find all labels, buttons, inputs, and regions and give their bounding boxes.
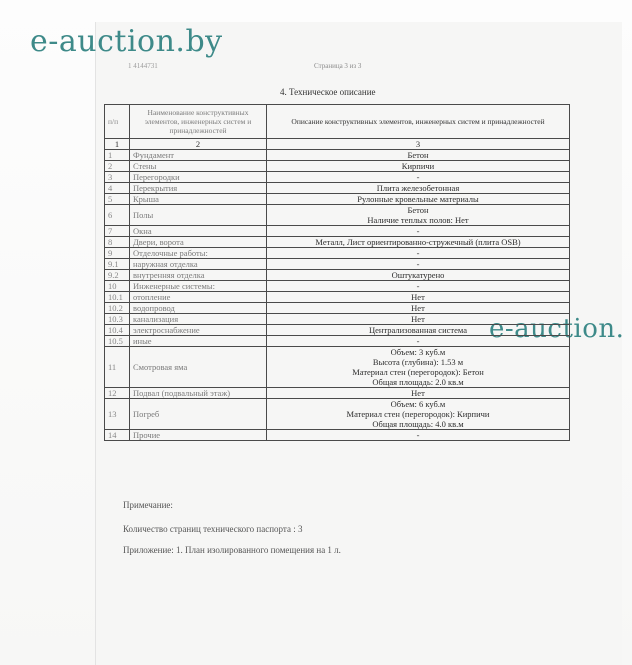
table-row — [105, 399, 570, 430]
row-element-name: иные — [130, 336, 267, 347]
row-element-name: электроснабжение — [130, 325, 267, 336]
table-row — [105, 388, 570, 399]
table-row — [105, 281, 570, 292]
row-number: 13 — [105, 399, 130, 430]
table-row — [105, 161, 570, 172]
header-element-name: Наименование конструктивных элементов, инженерных систем и принадлежностей — [130, 105, 267, 139]
row-element-name: Прочие — [130, 430, 267, 441]
section-title: 4. Техническое описание — [280, 87, 376, 97]
row-number: 10.5 — [105, 336, 130, 347]
table-row — [105, 226, 570, 237]
row-element-description: Нет — [267, 303, 570, 314]
table-row — [105, 303, 570, 314]
table-row — [105, 336, 570, 347]
row-number: 10 — [105, 281, 130, 292]
row-element-name: Окна — [130, 226, 267, 237]
row-element-description: - — [267, 259, 570, 270]
table-row — [105, 292, 570, 303]
row-element-description: Бетон — [267, 150, 570, 161]
row-element-name: Перегородки — [130, 172, 267, 183]
page-count-note: Количество страниц технического паспорта : 3 — [123, 524, 303, 534]
row-element-name: внутренняя отделка — [130, 270, 267, 281]
table-row — [105, 270, 570, 281]
watermark-right: e-auction. — [489, 314, 625, 344]
watermark-top: e-auction.by — [30, 24, 223, 59]
row-element-name: водопровод — [130, 303, 267, 314]
table-row — [105, 347, 570, 388]
index-cell: 3 — [267, 139, 570, 150]
table-row — [105, 237, 570, 248]
row-element-name: Смотровая яма — [130, 347, 267, 388]
table-row — [105, 150, 570, 161]
row-element-name: канализация — [130, 314, 267, 325]
table-row — [105, 205, 570, 226]
row-number: 12 — [105, 388, 130, 399]
attachment-note: Приложение: 1. План изолированного помещения на 1 л. — [123, 545, 341, 555]
row-element-name: Стены — [130, 161, 267, 172]
row-number: 3 — [105, 172, 130, 183]
row-number: 2 — [105, 161, 130, 172]
row-number: 7 — [105, 226, 130, 237]
row-element-description: - — [267, 172, 570, 183]
table-row — [105, 430, 570, 441]
remark-label: Примечание: — [123, 500, 173, 510]
table-row — [105, 248, 570, 259]
row-number: 5 — [105, 194, 130, 205]
row-element-description: Централизованная система — [267, 325, 570, 336]
table-row — [105, 314, 570, 325]
row-element-name: отопление — [130, 292, 267, 303]
row-element-description: - — [267, 248, 570, 259]
table-row — [105, 172, 570, 183]
row-element-description: Нет — [267, 292, 570, 303]
row-number: 9.1 — [105, 259, 130, 270]
row-element-description: Объем: 3 куб.м Высота (глубина): 1.53 м Материал стен (перегородок): Бетон Общая площадь: 2.0 кв.м — [267, 347, 570, 388]
row-element-description: - — [267, 226, 570, 237]
table-row — [105, 325, 570, 336]
row-number: 10.4 — [105, 325, 130, 336]
row-element-name: Перекрытия — [130, 183, 267, 194]
table-row — [105, 183, 570, 194]
row-number: 11 — [105, 347, 130, 388]
row-element-description: Металл, Лист ориентированно-стружечный (плита OSB) — [267, 237, 570, 248]
row-element-name: Инженерные системы: — [130, 281, 267, 292]
row-element-name: Крыша — [130, 194, 267, 205]
row-number: 6 — [105, 205, 130, 226]
table-row — [105, 259, 570, 270]
row-number: 10.1 — [105, 292, 130, 303]
row-number: 8 — [105, 237, 130, 248]
document-id: 1 4144731 — [128, 62, 158, 70]
row-element-description: Рулонные кровельные материалы — [267, 194, 570, 205]
row-element-name: Фундамент — [130, 150, 267, 161]
row-element-description: Нет — [267, 388, 570, 399]
row-element-description: - — [267, 430, 570, 441]
row-number: 4 — [105, 183, 130, 194]
row-number: 1 — [105, 150, 130, 161]
page-indicator: Страница 3 из 3 — [314, 62, 362, 70]
table-row — [105, 194, 570, 205]
table-index-row — [105, 139, 570, 150]
row-element-description: Оштукатурено — [267, 270, 570, 281]
row-element-description: - — [267, 336, 570, 347]
row-number: 10.3 — [105, 314, 130, 325]
row-number: 14 — [105, 430, 130, 441]
row-number: 9.2 — [105, 270, 130, 281]
header-element-description: Описание конструктивных элементов, инженерных систем и принадлежностей — [267, 105, 570, 139]
row-element-description: - — [267, 281, 570, 292]
row-element-description: Объем: 6 куб.м Материал стен (перегородок): Кирпичи Общая площадь: 4.0 кв.м — [267, 399, 570, 430]
index-cell: 1 — [105, 139, 130, 150]
row-number: 9 — [105, 248, 130, 259]
row-number: 10.2 — [105, 303, 130, 314]
technical-description-table — [104, 104, 570, 441]
row-element-name: Полы — [130, 205, 267, 226]
row-element-description: Плита железобетонная — [267, 183, 570, 194]
row-element-description: Кирпичи — [267, 161, 570, 172]
row-element-name: Отделочные работы: — [130, 248, 267, 259]
table-header-row — [105, 105, 570, 139]
row-element-name: наружная отделка — [130, 259, 267, 270]
index-cell: 2 — [130, 139, 267, 150]
row-element-name: Двери, ворота — [130, 237, 267, 248]
row-element-name: Подвал (подвальный этаж) — [130, 388, 267, 399]
row-element-description: Нет — [267, 314, 570, 325]
row-element-name: Погреб — [130, 399, 267, 430]
header-number: п/п — [105, 105, 130, 139]
row-element-description: Бетон Наличие теплых полов: Нет — [267, 205, 570, 226]
